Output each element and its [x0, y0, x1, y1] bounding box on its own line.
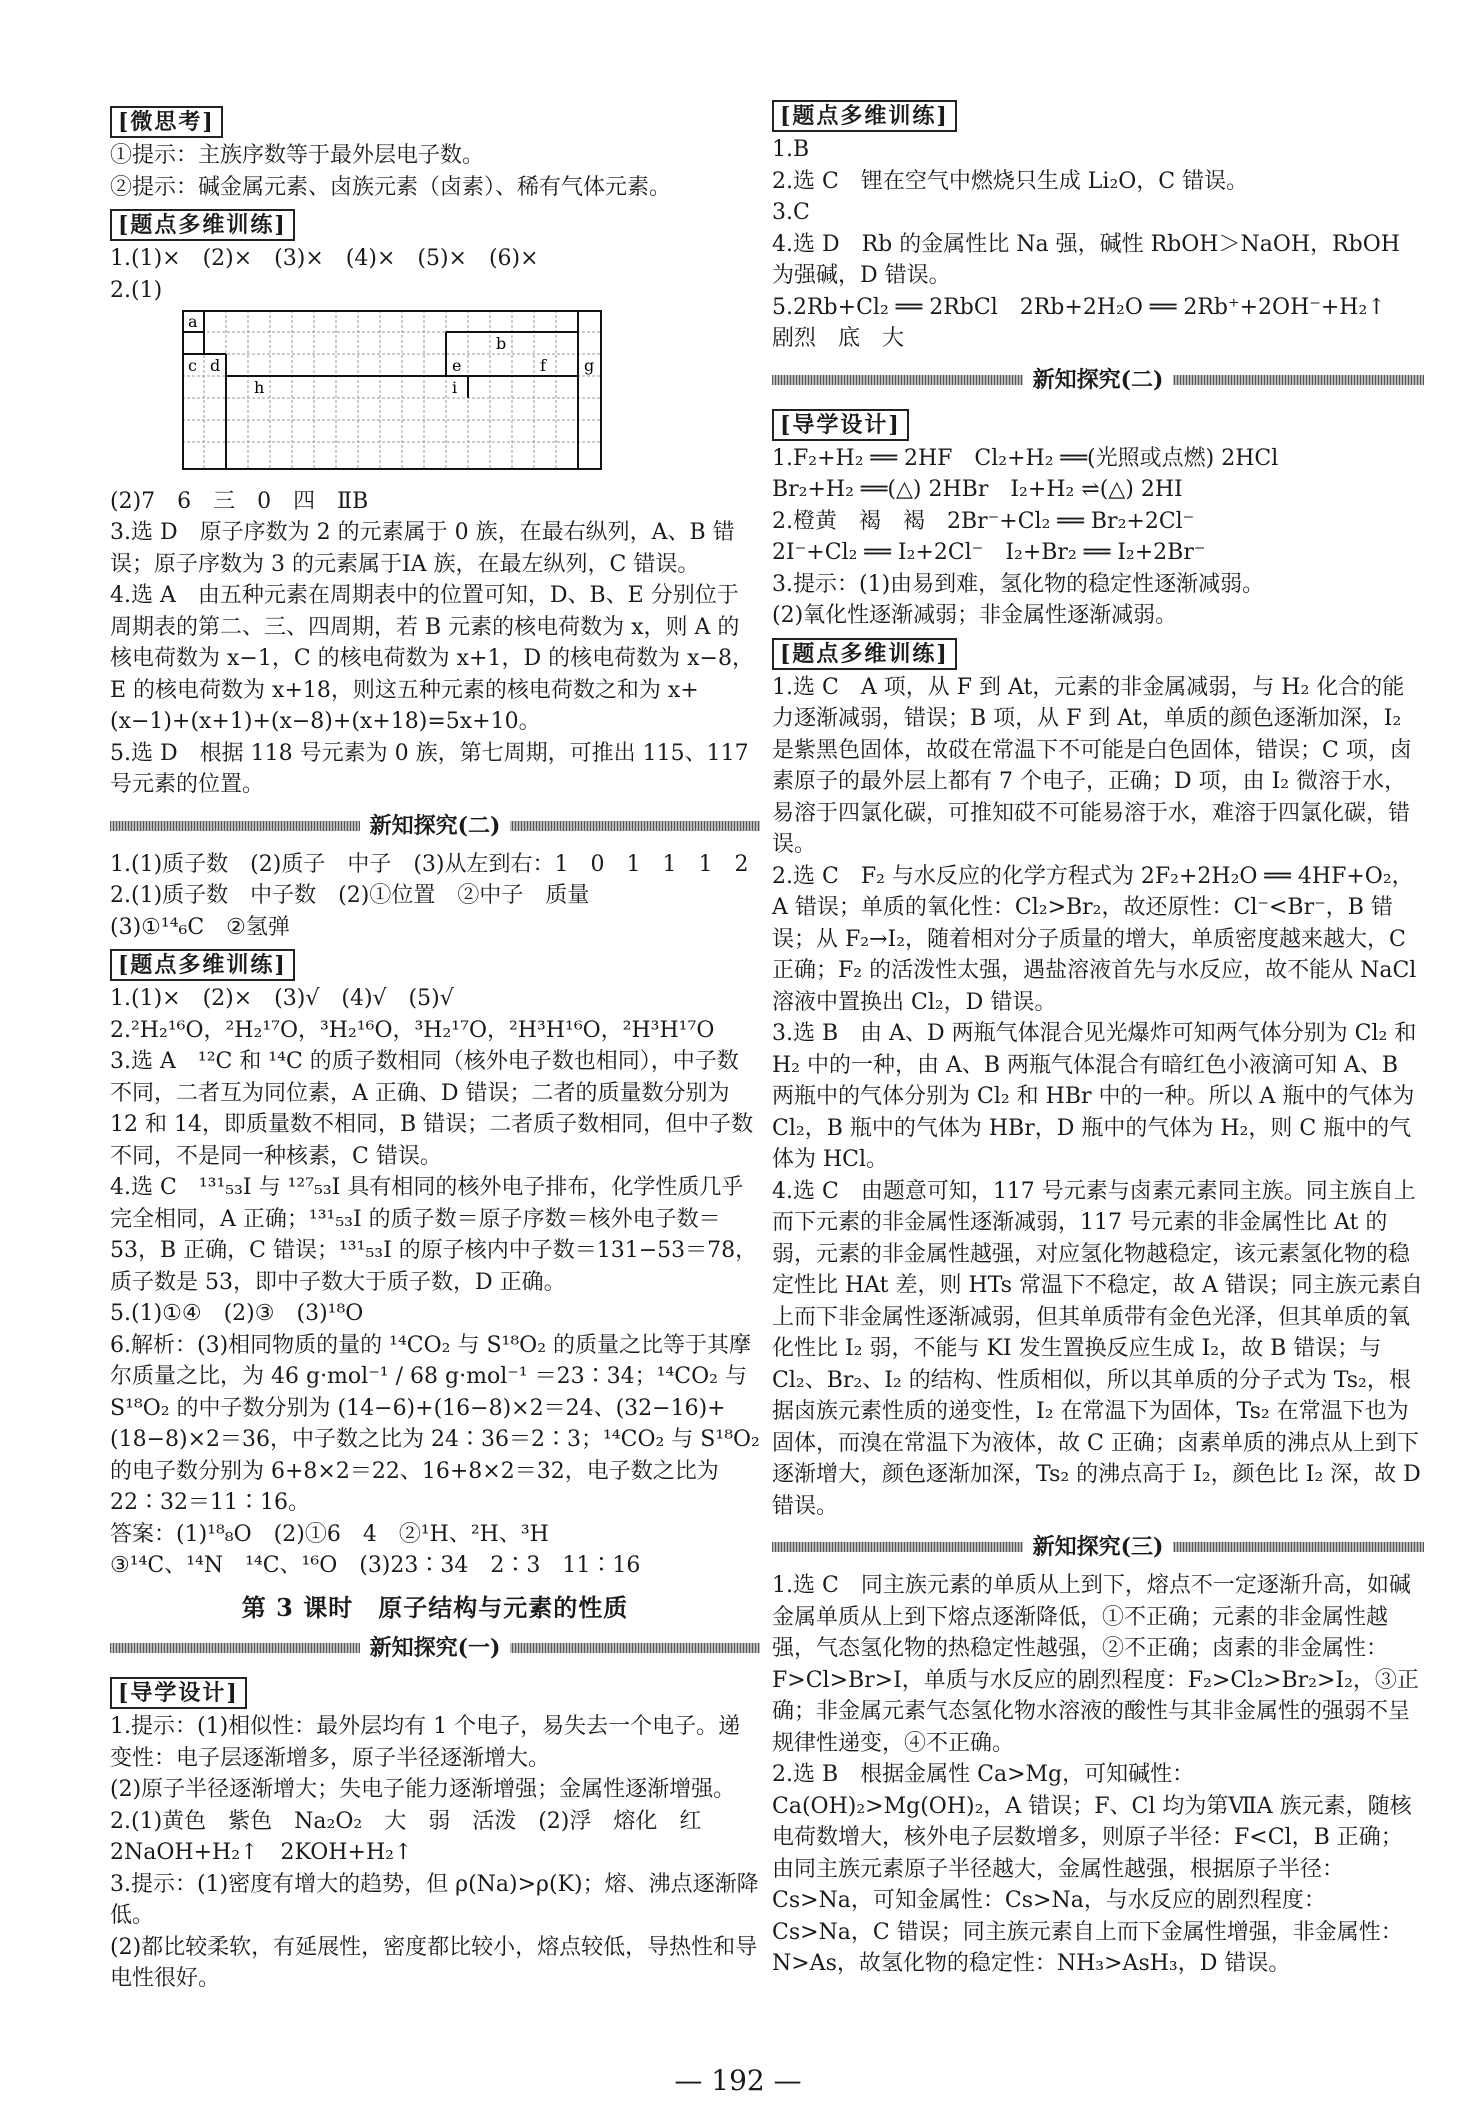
training-box-2: [题点多维训练]	[110, 949, 295, 981]
section-title: 新知探究(一)	[360, 1631, 511, 1665]
guide-box-2: [导学设计]	[772, 409, 909, 441]
text-line: 1.选 C 同主族元素的单质从上到下，熔点不一定逐渐升高，如碱金属单质从上到下熔点逐渐降低，①不正确；元素的非金属性越强，气态氢化物的热稳定性越强，②不正确；卤素的非金属性：F>Cl>Br>I，单质与水反应的剧烈程度：F₂>Cl₂>Br₂>I₂，③正确；非金属元素气态氢化物水溶液的酸性与其非金属性的强弱不呈规律性递变，④不正确。	[772, 1573, 1419, 1756]
text-line: 2.选 B 根据金属性 Ca>Mg，可知碱性：Ca(OH)₂>Mg(OH)₂，A 错误；F、Cl 均为第ⅦA 族元素，随核电荷数增大，核外电子层数增多，则原子半径：F<Cl，B 正确；由同主族元素原子半径越大，金属性越强，根据原子半径：Cs>Na，可知金属性：Cs>Na，与水反应的剧烈程度：Cs>Na，C 错误；同主族元素自上而下金属性增强，非金属性：N>As，故氢化物的稳定性：NH₃>AsH₃，D 错误。	[772, 1762, 1412, 1976]
text-line: 2.选 C 锂在空气中燃烧只生成 Li₂O，C 错误。	[772, 168, 1249, 194]
text-line: 1.B	[772, 137, 810, 162]
cell-label-b: b	[496, 334, 507, 353]
text-line: (2)7 6 三 0 四 ⅡB	[110, 488, 369, 514]
text-line: 4.选 A 由五种元素在周期表中的位置可知，D、B、E 分别位于周期表的第二、三、四周期，若 B 元素的核电荷数为 x，则 A 的核电荷数为 x−1，C 的核电荷数为 x+1，D 的核电荷数为 x−8，E 的核电荷数为 x+18，则这五种元素的核电荷数之和为 x+(x−1)+(x+1)+(x−8)+(x+18)=5x+10。	[110, 583, 754, 734]
text-line: 2.(1)黄色 紫色 Na₂O₂ 大 弱 活泼 (2)浮 熔化 红 2NaOH+H₂↑ 2KOH+H₂↑	[110, 1808, 724, 1865]
text-line: (3)①¹⁴₆C ②氢弹	[110, 914, 290, 940]
text-line: 3.选 D 原子序数为 2 的元素属于 0 族，在最右纵列，A、B 错误；原子序数为 3 的元素属于ⅠA 族，在最左纵列，C 错误。	[110, 520, 735, 577]
guide-box: [导学设计]	[110, 1677, 247, 1709]
text-line: 4.选 C ¹³¹₅₃I 与 ¹²⁷₅₃I 具有相同的核外电子排布，化学性质几乎完全相同，A 正确；¹³¹₅₃I 的质子数＝原子序数＝核外电子数＝53，B 正确，C 错误；¹³¹₅₃I 的原子核内中子数＝131−53＝78，质子数是 53，即中子数大于质子数，D 正确。	[110, 1175, 758, 1295]
text-line: 5.2Rb+Cl₂ ══ 2RbCl 2Rb+2H₂O ══ 2Rb⁺+2OH⁻+H₂↑	[772, 294, 1386, 320]
text-line: (2)都比较柔软，有延展性，密度都比较小，熔点较低，导热性和导电性很好。	[110, 1934, 758, 1991]
cell-label-a: a	[188, 312, 198, 331]
text-line: 1.(1)质子数 (2)质子 中子 (3)从左到右：1 0 1 1 1 2	[110, 851, 749, 877]
section-bar	[110, 809, 760, 843]
section-bar	[772, 363, 1424, 397]
text-line: 2.(1)	[110, 277, 163, 303]
text-line: 1.选 C A 项，从 F 到 At，元素的非金属减弱，与 H₂ 化合的能力逐渐减弱，错误；B 项，从 F 到 At，单质的颜色逐渐加深，I₂ 是紫黑色固体，故砹在常温下不可能是白色固体，错误；C 项，卤素原子的最外层上都有 7 个电子，正确；D 项，由 I₂ 微溶于水，易溶于四氯化碳，可推知砹不可能易溶于水，难溶于四氯化碳，错误。	[772, 674, 1412, 857]
left-column	[110, 100, 767, 1995]
cell-label-g: g	[584, 356, 595, 375]
text-line: 1.(1)× (2)× (3)× (4)× (5)× (6)×	[110, 246, 539, 271]
training-box-3: [题点多维训练]	[772, 100, 957, 132]
text-line: 剧烈 底 大	[772, 326, 905, 351]
text-line: 5.(1)①④ (2)③ (3)¹⁸O	[110, 1301, 364, 1326]
periodic-table-grid	[182, 310, 602, 470]
micro-think-content	[110, 140, 760, 203]
text-line: 1.提示：(1)相似性：最外层均有 1 个电子，易失去一个电子。递变性：电子层逐渐增多，原子半径逐渐增大。	[110, 1714, 741, 1771]
text-line: 1.F₂+H₂ ══ 2HF Cl₂+H₂ ══(光照或点燃) 2HCl	[772, 445, 1279, 471]
text-line: (2)原子半径逐渐增大；失电子能力逐渐增强；金属性逐渐增强。	[110, 1777, 736, 1802]
micro-think-box: [微思考]	[110, 106, 223, 138]
text-line: 6.解析：(3)相同物质的量的 ¹⁴CO₂ 与 S¹⁸O₂ 的质量之比等于其摩尔质量之比，为 46 g·mol⁻¹ / 68 g·mol⁻¹ ＝23∶34；¹⁴CO₂ 与 S¹⁸O₂ 的中子数分别为 (14−6)+(16−8)×2＝24、(32−16)+(18−8)×2＝36，中子数之比为 24∶36＝2∶3；¹⁴CO₂ 与 S¹⁸O₂ 的电子数分别为 6+8×2＝22、16+8×2＝32，电子数之比为 22∶32＝11∶16。	[110, 1332, 767, 1515]
text-line: 3.提示：(1)密度有增大的趋势，但 ρ(Na)>ρ(K)；熔、沸点逐渐降低。	[110, 1871, 759, 1928]
text-line: 2.选 C F₂ 与水反应的化学方程式为 2F₂+2H₂O ══ 4HF+O₂，A 错误；单质的氧化性：Cl₂>Br₂，故还原性：Cl⁻<Br⁻，B 错误；从 F₂→I₂，随着相对分子质量的增大，单质密度越来越大，C 正确；F₂ 的活泼性太强，遇盐溶液首先与水反应，故不能从 NaCl 溶液中置换出 Cl₂，D 错误。	[772, 863, 1424, 1015]
text-line: 3.提示：(1)由易到难，氢化物的稳定性逐渐减弱。	[772, 571, 1265, 597]
text-line: (2)氧化性逐渐减弱；非金属性逐渐减弱。	[772, 603, 1178, 628]
text-line: 1.(1)× (2)× (3)√ (4)√ (5)√	[110, 986, 454, 1011]
text-line: 4.选 C 由题意可知，117 号元素与卤素元素同主族。同主族自上而下元素的非金属性逐渐减弱，117 号元素的非金属性比 At 的弱，元素的非金属性越强，对应氢化物越稳定，该元素氢化物的稳定性比 HAt 差，则 HTs 常温下不稳定，故 A 错误；同主族元素自上而下非金属性逐渐减弱，但其单质带有金色光泽，但其单质的氧化性比 I₂ 弱，不能与 KI 发生置换反应生成 I₂，故 B 错误；与 Cl₂、Br₂、I₂ 的结构、性质相似，所以其单质的分子式为 Ts₂，根据卤族元素性质的递变性，I₂ 在常温下为固体，Ts₂ 在常温下也为固体，而溴在常温下为液体，故 C 正确；卤素单质的沸点从上到下逐渐增大，颜色逐渐加深，Ts₂ 的沸点高于 I₂，颜色比 I₂ 深，故 D 错误。	[772, 1178, 1428, 1519]
text-line: Br₂+H₂ ══(△) 2HBr I₂+H₂ ⇌(△) 2HI	[772, 477, 1183, 502]
text-line: 3.选 B 由 A、D 两瓶气体混合见光爆炸可知两气体分别为 Cl₂ 和 H₂ 中的一种，由 A、B 两瓶气体混合有暗红色小液滴可知 A、B 两瓶中的气体分别为 Cl₂ 和 HBr 中的一种。所以 A 瓶中的气体为 Cl₂，B 瓶中的气体为 HBr，D 瓶中的气体为 H₂，则 C 瓶中的气体为 HCl。	[772, 1021, 1424, 1172]
cell-label-e: e	[452, 356, 462, 375]
lesson-title: 第 3 课时 原子结构与元素的性质	[241, 1592, 629, 1622]
training-box-4: [题点多维训练]	[772, 638, 957, 670]
cell-label-i: i	[452, 378, 458, 397]
section-title: 新知探究(二)	[360, 809, 511, 843]
cell-label-c: c	[188, 356, 197, 375]
text-line: 2.(1)质子数 中子数 (2)①位置 ②中子 质量	[110, 883, 590, 908]
section-bar	[772, 1530, 1424, 1564]
text-line: 答案：(1)¹⁸₈O (2)①6 4 ②¹H、²H、³H	[110, 1521, 549, 1547]
text-line: 2I⁻+Cl₂ ══ I₂+2Cl⁻ I₂+Br₂ ══ I₂+2Br⁻	[772, 540, 1206, 565]
text-line: 2.橙黄 褐 褐 2Br⁻+Cl₂ ══ Br₂+2Cl⁻	[772, 508, 1195, 534]
text-line: 5.选 D 根据 118 号元素为 0 族，第七周期，可推出 115、117 号元素的位置。	[110, 740, 756, 797]
text-line: 2.²H₂¹⁶O，²H₂¹⁷O，³H₂¹⁶O，³H₂¹⁷O，²H³H¹⁶O，²H³H¹⁷O	[110, 1017, 715, 1043]
text-line: 3.选 A ¹²C 和 ¹⁴C 的质子数相同（核外电子数也相同），中子数不同，二者互为同位素，A 正确、D 错误；二者的质量数分别为 12 和 14，即质量数不相同，B 错误；二者质子数相同，但中子数不同，不是同一种核素，C 错误。	[110, 1049, 754, 1169]
cell-label-d: d	[210, 356, 221, 375]
cell-label-h: h	[254, 378, 265, 397]
text-line: ③¹⁴C、¹⁴N ¹⁴C、¹⁶O (3)23∶34 2∶3 11∶16	[110, 1553, 641, 1578]
text-line: ②提示：碱金属元素、卤族元素（卤素）、稀有气体元素。	[110, 174, 672, 200]
text-line: 3.C	[772, 200, 810, 225]
right-column	[772, 100, 1428, 1980]
section-bar	[110, 1631, 760, 1665]
training-box-1: [题点多维训练]	[110, 209, 295, 241]
text-line: 4.选 D Rb 的金属性比 Na 强，碱性 RbOH＞NaOH，RbOH 为强碱，D 错误。	[772, 231, 1407, 288]
section-title: 新知探究(二)	[1023, 363, 1174, 397]
text-line: ①提示：主族序数等于最外层电子数。	[110, 143, 485, 168]
page-number: — 192 —	[674, 2064, 802, 2097]
cell-label-f: f	[540, 356, 546, 375]
section-title: 新知探究(三)	[1023, 1530, 1174, 1564]
